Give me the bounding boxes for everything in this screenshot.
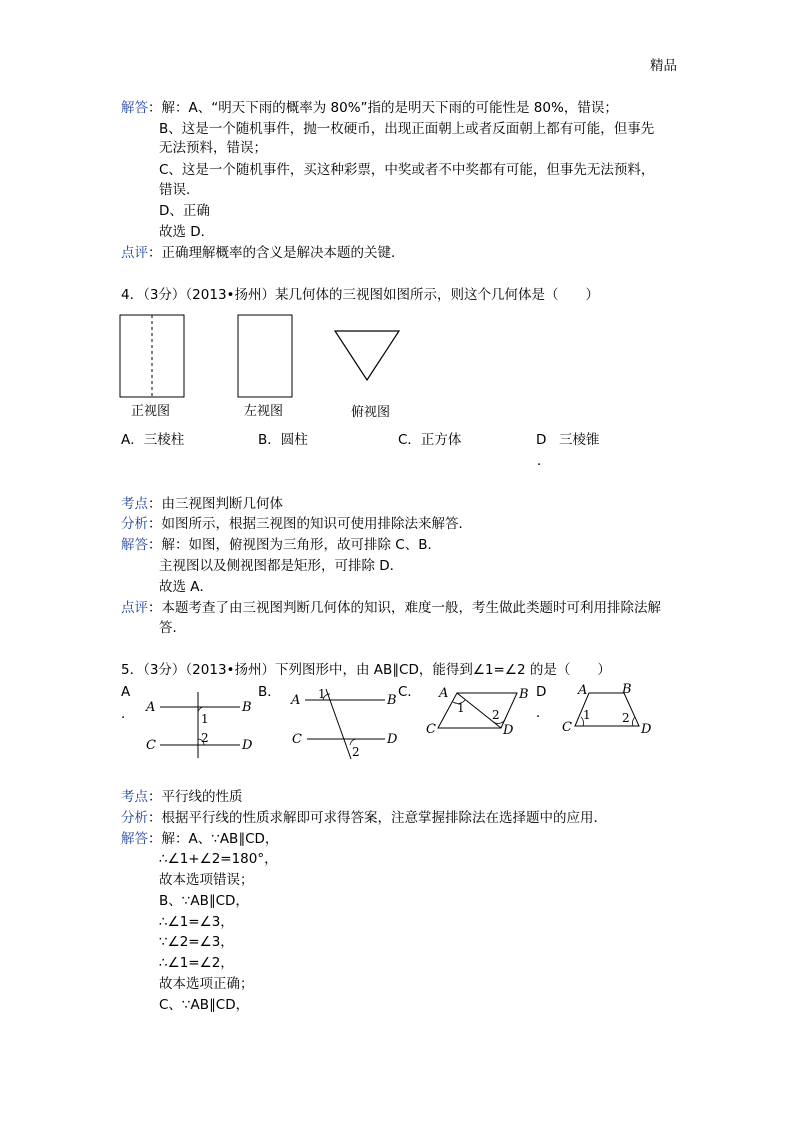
q4-option-d-dot: ． [537, 453, 551, 469]
q5-figure-a [143, 688, 258, 760]
q5-fenxi: 分析：根据平行线的性质求解即可求得答案，注意掌握排除法在选择题中的应用． [121, 810, 607, 826]
top-view-triangle [335, 331, 399, 380]
q5-jieda-5: ∴∠1=∠3， [159, 914, 234, 930]
answer-line-2: B、这是一个随机事件，抛一枚硬币，出现正面朝上或者反面朝上都有可能，但事先 [159, 121, 655, 137]
fig-d-label-1: 1 [583, 708, 591, 722]
q5-figure-d [560, 682, 665, 738]
q5-jieda-3: 故本选项错误； [159, 872, 254, 888]
answer-line-7: 故选 D． [159, 224, 215, 240]
front-view-label: 正视图 [131, 404, 171, 419]
q5-jieda-1: 解答：解：A、∵AB∥CD， [121, 831, 279, 847]
q5-jieda-9: C、∵AB∥CD， [159, 997, 250, 1013]
fig-b-label-2: 2 [352, 745, 360, 759]
q5-option-b-letter: B． [258, 684, 281, 700]
q5-option-d-letter: D [536, 684, 547, 700]
fig-c-label-b: B [519, 687, 529, 702]
fig-d-label-d: D [641, 722, 652, 737]
answer-line-5: 错误． [159, 182, 200, 198]
fig-d-label-a: A [578, 683, 588, 698]
q4-jieda-1: 解答：解：如图，俯视图为三角形，故可排除 C、B． [121, 537, 441, 553]
q5-stem: 5．（3分）（2013•扬州）下列图形中，由 AB∥CD，能得到∠1=∠2 的是（ ） [121, 662, 611, 678]
fig-b-label-b: B [387, 693, 397, 708]
answer-line-3: 无法预料，错误； [159, 140, 267, 156]
fig-b-label-1: 1 [318, 687, 326, 701]
q4-option-d-letter: D [536, 432, 547, 448]
q4-option-d-text: 三棱锥 [559, 432, 600, 448]
q5-figure-c [423, 684, 533, 740]
fig-d-label-2: 2 [622, 711, 630, 725]
answer-label: 解答 [121, 100, 148, 116]
q4-option-b: B．圆柱 [258, 432, 308, 448]
q5-option-d-dot: ． [536, 705, 550, 721]
q4-option-c: C．正方体 [398, 432, 462, 448]
answer-line-4: C、这是一个随机事件，买这种彩票，中奖或者不中奖都有可能，但事先无法预料， [159, 162, 655, 178]
q5-figure-b [288, 686, 403, 762]
q4-dianping-2: 答． [159, 620, 186, 636]
side-view-rect [238, 315, 292, 397]
q5-jieda-6: ∵∠2=∠3， [159, 934, 234, 950]
q4-three-views [110, 310, 410, 400]
fig-c-label-2: 2 [492, 708, 500, 722]
comment-line: 点评：正确理解概率的含义是解决本题的关键． [121, 245, 405, 261]
fig-a-label-1: 1 [201, 712, 209, 726]
side-view-label: 左视图 [244, 404, 284, 419]
q5-option-a-dot: ． [121, 706, 135, 722]
q4-option-a: A．三棱柱 [121, 432, 185, 448]
answer-line-6: D、正确 [159, 203, 210, 219]
q5-jieda-8: 故本选项正确； [159, 976, 254, 992]
fig-d-label-c: C [562, 720, 572, 735]
q4-stem: 4．（3分）（2013•扬州）某几何体的三视图如图所示，则这个几何体是（ ） [121, 287, 599, 303]
fig-c-label-a: A [439, 686, 449, 701]
q5-jieda-2: ∴∠1+∠2=180°， [159, 851, 278, 867]
q4-fenxi: 分析：如图所示，根据三视图的知识可使用排除法来解答． [121, 516, 472, 532]
fig-c-label-c: C [426, 722, 436, 737]
fig-b-label-c: C [292, 732, 302, 747]
q4-dianping-1: 点评：本题考查了由三视图判断几何体的知识，难度一般，考生做此类题时可利用排除法解 [121, 600, 661, 616]
q5-option-a-letter: A [121, 684, 131, 700]
fig-d-label-b: B [622, 682, 632, 697]
q4-kaodian: 考点：由三视图判断几何体 [121, 496, 283, 512]
q5-jieda-7: ∴∠1=∠2， [159, 955, 234, 971]
fig-b-label-d: D [387, 732, 398, 747]
fig-a-label-d: D [242, 738, 253, 753]
fig-a-label-a: A [146, 700, 156, 715]
q5-jieda-4: B、∵AB∥CD， [159, 893, 249, 909]
q4-jieda-2: 主视图以及侧视图都是矩形，可排除 D． [159, 558, 404, 574]
fig-b-label-a: A [291, 693, 301, 708]
q4-jieda-3: 故选 A． [159, 579, 214, 595]
fig-c-label-d: D [503, 723, 514, 738]
fig-a-label-c: C [146, 738, 156, 753]
fig-a-label-b: B [242, 700, 252, 715]
comment-label: 点评 [121, 245, 148, 261]
q5-option-c-letter: C． [398, 684, 421, 700]
fig-c-label-1: 1 [457, 701, 465, 715]
top-view-label: 俯视图 [351, 405, 391, 420]
q5-kaodian: 考点：平行线的性质 [121, 789, 243, 805]
page-header: 精品 [650, 58, 677, 74]
answer-line-1: 解答：解：A、“明天下雨的概率为 80%”指的是明天下雨的可能性是 80%，错误； [121, 100, 618, 116]
fig-a-label-2: 2 [201, 731, 209, 745]
